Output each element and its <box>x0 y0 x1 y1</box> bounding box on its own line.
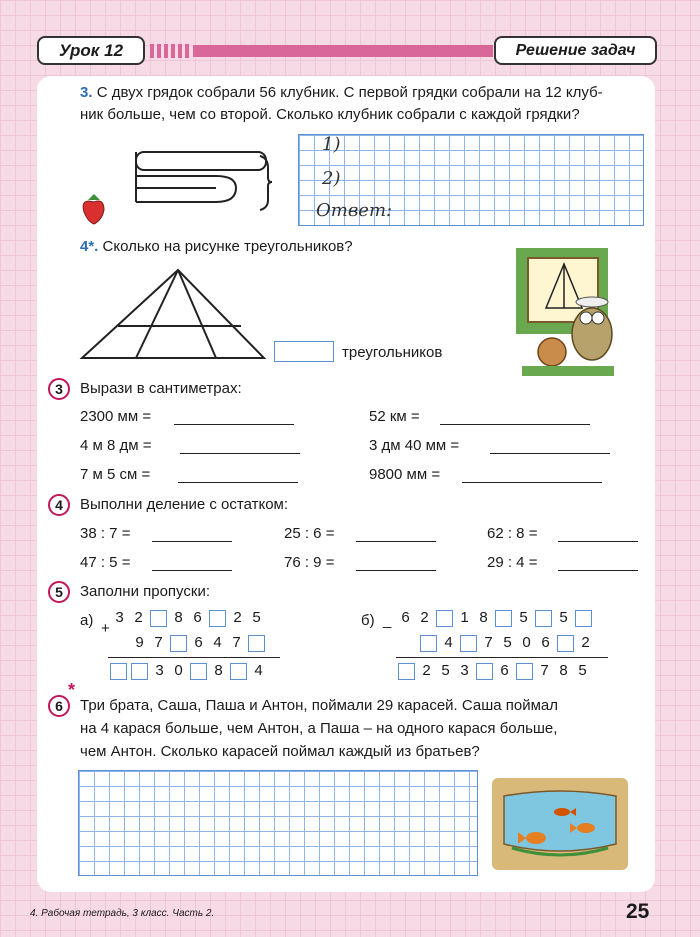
digit: 2 <box>233 609 242 626</box>
div-answer-2[interactable] <box>356 541 436 542</box>
digit: 9 <box>135 634 144 651</box>
blank-digit-box[interactable] <box>420 635 437 652</box>
task-6-number: 6 <box>48 695 70 717</box>
div-answer-6[interactable] <box>558 570 638 571</box>
blank-digit-box[interactable] <box>436 610 453 627</box>
conv-answer-2[interactable] <box>440 424 590 425</box>
digit: 6 <box>193 609 202 626</box>
conv-answer-5[interactable] <box>178 482 298 483</box>
hand-step-1: 1) <box>322 134 341 155</box>
digit: 2 <box>422 662 431 679</box>
solution-grid-6[interactable] <box>78 770 478 876</box>
conv-item-3: 4 м 8 дм = <box>80 437 152 454</box>
triangle-figure <box>78 266 268 362</box>
digit: 4 <box>254 662 263 679</box>
div-item-2: 25 : 6 = <box>284 525 335 542</box>
conv-item-4: 3 дм 40 мм = <box>369 437 460 454</box>
digit: 4 <box>444 634 453 651</box>
blank-digit-box[interactable] <box>230 663 247 680</box>
task-5a-row3 <box>108 662 268 680</box>
topic-label: Решение задач <box>494 36 657 65</box>
task-3star-text <box>80 82 650 104</box>
task-4star-number: 4*. <box>80 238 99 255</box>
digit: 7 <box>484 634 493 651</box>
digit: 1 <box>460 609 469 626</box>
blank-digit-box[interactable] <box>535 610 552 627</box>
div-answer-5[interactable] <box>356 570 436 571</box>
digit: 5 <box>578 662 587 679</box>
page-number: 25 <box>626 900 650 923</box>
header-stripes <box>150 44 192 58</box>
task-5-number: 5 <box>48 581 70 603</box>
digit: 6 <box>401 609 410 626</box>
div-item-5: 76 : 9 = <box>284 554 335 571</box>
conv-answer-1[interactable] <box>174 424 294 425</box>
blank-digit-box[interactable] <box>190 663 207 680</box>
blank-digit-box[interactable] <box>131 663 148 680</box>
digit: 5 <box>441 662 450 679</box>
conv-answer-6[interactable] <box>462 482 602 483</box>
task-5b-row1 <box>396 609 594 627</box>
blank-digit-box[interactable] <box>476 663 493 680</box>
blank-digit-box[interactable] <box>516 663 533 680</box>
task-3-number: 3 <box>48 378 70 400</box>
task-5a-row1 <box>110 609 266 627</box>
blank-digit-box[interactable] <box>495 610 512 627</box>
minus-sign: _ <box>383 612 392 629</box>
plus-sign: + <box>101 620 110 637</box>
conv-item-6: 9800 мм = <box>369 466 441 483</box>
task-6-line1: Три брата, Саша, Паша и Антон, поймали 29 карасей. Саша поймал <box>80 697 559 714</box>
task-5-title: Заполни пропуски: <box>80 583 210 600</box>
digit: 6 <box>500 662 509 679</box>
task-4star-question: Сколько на рисунке треугольников? <box>102 238 353 255</box>
task-5b-diff-line <box>396 657 608 658</box>
task-3star-number: 3. <box>80 84 93 101</box>
digit: 8 <box>559 662 568 679</box>
div-answer-3[interactable] <box>558 541 638 542</box>
task-5a-row2 <box>130 634 267 652</box>
lesson-label: Урок 12 <box>37 36 145 65</box>
digit: 7 <box>232 634 241 651</box>
digit: 8 <box>479 609 488 626</box>
digit: 5 <box>559 609 568 626</box>
digit: 2 <box>420 609 429 626</box>
div-item-3: 62 : 8 = <box>487 525 538 542</box>
digit: 0 <box>522 634 531 651</box>
digit: 3 <box>460 662 469 679</box>
task-6-line3: чем Антон. Сколько карасей поймал каждый из братьев? <box>80 743 480 760</box>
digit: 5 <box>252 609 261 626</box>
conv-item-5: 7 м 5 см = <box>80 466 151 483</box>
triangle-count-input[interactable] <box>274 341 334 362</box>
task-3star-line1: С двух грядок собрали 56 клубник. С первой грядки собрали на 12 клуб- <box>96 84 603 101</box>
digit: 7 <box>154 634 163 651</box>
digit: 6 <box>194 634 203 651</box>
task-4star-text <box>80 236 353 258</box>
owl-teacher-illustration <box>512 244 620 378</box>
blank-digit-box[interactable] <box>248 635 265 652</box>
digit: 0 <box>174 662 183 679</box>
hand-step-2: 2) <box>322 168 341 189</box>
digit: 2 <box>134 609 143 626</box>
task-4-number: 4 <box>48 494 70 516</box>
digit: 8 <box>174 609 183 626</box>
task-6-star: * <box>68 680 76 700</box>
blank-digit-box[interactable] <box>575 610 592 627</box>
div-item-4: 47 : 5 = <box>80 554 131 571</box>
conv-answer-3[interactable] <box>180 453 300 454</box>
div-answer-1[interactable] <box>152 541 232 542</box>
conv-answer-4[interactable] <box>490 453 610 454</box>
strawberry-diagram <box>76 148 276 228</box>
task-5b-row2 <box>418 634 595 652</box>
task-5a-label: а) <box>80 612 94 629</box>
digit: 5 <box>503 634 512 651</box>
digit: 2 <box>581 634 590 651</box>
triangle-count-suffix: треугольников <box>342 344 443 361</box>
blank-digit-box[interactable] <box>110 663 127 680</box>
header-bar <box>193 45 493 57</box>
div-answer-4[interactable] <box>152 570 232 571</box>
blank-digit-box[interactable] <box>170 635 187 652</box>
task-3star-line2: ник больше, чем со второй. Сколько клубник собрали с каждой грядки? <box>80 106 580 123</box>
div-item-6: 29 : 4 = <box>487 554 538 571</box>
digit: 8 <box>214 662 223 679</box>
div-item-1: 38 : 7 = <box>80 525 131 542</box>
digit: 5 <box>519 609 528 626</box>
blank-digit-box[interactable] <box>557 635 574 652</box>
conv-item-1: 2300 мм = <box>80 408 152 425</box>
task-6-line2: на 4 карася больше, чем Антон, а Паша – на одного карася больше, <box>80 720 558 737</box>
strawberry-icon <box>83 194 104 224</box>
task-5a-sum-line <box>108 657 280 658</box>
digit: 7 <box>540 662 549 679</box>
blank-digit-box[interactable] <box>398 663 415 680</box>
digit: 4 <box>213 634 222 651</box>
digit: 3 <box>155 662 164 679</box>
task-4-title: Выполни деление с остатком: <box>80 496 289 513</box>
footer-note: 4. Рабочая тетрадь, 3 класс. Часть 2. <box>30 908 215 919</box>
hand-answer-label: Ответ: <box>316 200 393 221</box>
fish-aquarium-illustration <box>492 778 628 870</box>
blank-digit-box[interactable] <box>209 610 226 627</box>
task-5b-row3 <box>396 662 592 680</box>
digit: 3 <box>115 609 124 626</box>
blank-digit-box[interactable] <box>150 610 167 627</box>
digit: 6 <box>541 634 550 651</box>
task-5b-label: б) <box>361 612 375 629</box>
conv-item-2: 52 км = <box>369 408 420 425</box>
blank-digit-box[interactable] <box>460 635 477 652</box>
task-3-title: Вырази в сантиметрах: <box>80 380 242 397</box>
